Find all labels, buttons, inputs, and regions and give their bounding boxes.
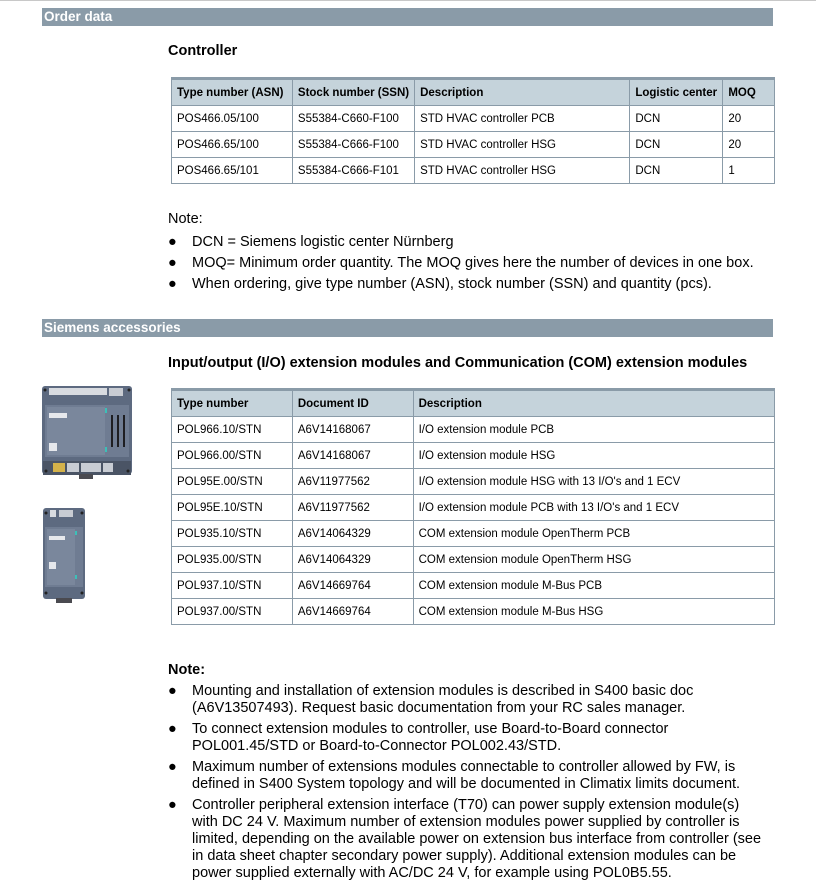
- cell-document-id: A6V14669764: [292, 599, 413, 625]
- cell-type-number: POL95E.10/STN: [172, 495, 293, 521]
- table-row: [172, 469, 775, 495]
- cell-description: COM extension module M-Bus HSG: [413, 599, 774, 625]
- cell-description: I/O extension module HSG with 13 I/O's and 1 ECV: [413, 469, 774, 495]
- column-header: Type number: [172, 390, 293, 417]
- top-divider: [0, 0, 816, 1]
- cell-logistic-center: DCN: [630, 158, 723, 184]
- list-item: [168, 797, 768, 882]
- table-row: [172, 547, 775, 573]
- controller-order-table: [171, 77, 775, 184]
- list-item: [168, 255, 778, 272]
- section-header-order-data: Order data: [42, 8, 773, 26]
- column-header: Type number (ASN): [172, 79, 293, 106]
- cell-stock-number: S55384-C660-F100: [292, 106, 414, 132]
- controller-notes-list: [168, 234, 778, 297]
- column-header: Stock number (SSN): [292, 79, 414, 106]
- bullet-icon: ●: [168, 255, 177, 271]
- table-row: [172, 443, 775, 469]
- list-item: [168, 276, 778, 293]
- table-row: [172, 599, 775, 625]
- column-header: Document ID: [292, 390, 413, 417]
- cell-type-number: POL937.10/STN: [172, 573, 293, 599]
- cell-logistic-center: DCN: [630, 106, 723, 132]
- table-row: [172, 132, 775, 158]
- cell-moq: 20: [723, 106, 775, 132]
- cell-type-number: POS466.65/101: [172, 158, 293, 184]
- cell-type-number: POS466.65/100: [172, 132, 293, 158]
- controller-heading: Controller: [168, 43, 238, 59]
- cell-description: COM extension module M-Bus PCB: [413, 573, 774, 599]
- cell-description: I/O extension module PCB with 13 I/O's and 1 ECV: [413, 495, 774, 521]
- cell-document-id: A6V14669764: [292, 573, 413, 599]
- table-row: [172, 495, 775, 521]
- table-row: [172, 106, 775, 132]
- table-row: [172, 158, 775, 184]
- section-header-accessories: Siemens accessories: [42, 319, 773, 337]
- list-item: [168, 234, 778, 251]
- extensions-heading: Input/output (I/O) extension modules and Communication (COM) extension modules: [168, 355, 748, 371]
- cell-type-number: POL966.00/STN: [172, 443, 293, 469]
- cell-document-id: A6V14064329: [292, 547, 413, 573]
- cell-moq: 20: [723, 132, 775, 158]
- cell-logistic-center: DCN: [630, 132, 723, 158]
- cell-description: COM extension module OpenTherm PCB: [413, 521, 774, 547]
- column-header: Logistic center: [630, 79, 723, 106]
- note-text: To connect extension modules to controller, use Board-to-Board connector POL001.45/STD or Board-to-Connector POL002.43/STD.: [192, 721, 669, 754]
- io-extension-module-image: [41, 385, 133, 485]
- note-text: DCN = Siemens logistic center Nürnberg: [192, 234, 454, 250]
- table-row: [172, 573, 775, 599]
- extensions-note-title: Note:: [168, 662, 206, 678]
- cell-type-number: POL966.10/STN: [172, 417, 293, 443]
- cell-document-id: A6V14168067: [292, 443, 413, 469]
- cell-type-number: POL935.00/STN: [172, 547, 293, 573]
- cell-description: COM extension module OpenTherm HSG: [413, 547, 774, 573]
- bullet-icon: ●: [168, 797, 177, 813]
- list-item: [168, 683, 768, 717]
- table-row: [172, 521, 775, 547]
- list-item: [168, 759, 768, 793]
- cell-description: I/O extension module HSG: [413, 443, 774, 469]
- extension-modules-table: [171, 388, 775, 625]
- bullet-icon: ●: [168, 683, 177, 699]
- list-item: [168, 721, 768, 755]
- extensions-notes-list: [168, 683, 768, 886]
- note-text: Mounting and installation of extension modules is described in S400 basic doc (A6V13507493). Request basic documentation from your RC sales manager.: [192, 683, 694, 716]
- cell-description: STD HVAC controller HSG: [415, 158, 630, 184]
- cell-stock-number: S55384-C666-F100: [292, 132, 414, 158]
- bullet-icon: ●: [168, 276, 177, 292]
- cell-document-id: A6V11977562: [292, 469, 413, 495]
- cell-type-number: POS466.05/100: [172, 106, 293, 132]
- cell-type-number: POL935.10/STN: [172, 521, 293, 547]
- bullet-icon: ●: [168, 759, 177, 775]
- table-header-row: [172, 79, 775, 106]
- note-text: When ordering, give type number (ASN), stock number (SSN) and quantity (pcs).: [192, 276, 712, 292]
- table-header-row: [172, 390, 775, 417]
- cell-description: I/O extension module PCB: [413, 417, 774, 443]
- cell-moq: 1: [723, 158, 775, 184]
- column-header: Description: [413, 390, 774, 417]
- column-header: Description: [415, 79, 630, 106]
- bullet-icon: ●: [168, 234, 177, 250]
- note-text: Maximum number of extensions modules connectable to controller allowed by FW, is defined in S400 System topology and will be documented in Climatix limits document.: [192, 759, 741, 792]
- cell-document-id: A6V11977562: [292, 495, 413, 521]
- table-row: [172, 417, 775, 443]
- com-extension-module-image: [42, 507, 86, 610]
- cell-type-number: POL937.00/STN: [172, 599, 293, 625]
- cell-document-id: A6V14064329: [292, 521, 413, 547]
- cell-description: STD HVAC controller HSG: [415, 132, 630, 158]
- note-text: MOQ= Minimum order quantity. The MOQ gives here the number of devices in one box.: [192, 255, 754, 271]
- column-header: MOQ: [723, 79, 775, 106]
- bullet-icon: ●: [168, 721, 177, 737]
- cell-type-number: POL95E.00/STN: [172, 469, 293, 495]
- cell-description: STD HVAC controller PCB: [415, 106, 630, 132]
- cell-stock-number: S55384-C666-F101: [292, 158, 414, 184]
- note-text: Controller peripheral extension interface (T70) can power supply extension module(s) with DC 24 V. Maximum number of extension modules power supplied by controller is limited, depending on the available power on extension bus interface from controller (see in data sheet chapter secondary power supply). Additional extension modules can be power supplied externally with AC/DC 24 V, for example using POL0B5.55.: [192, 797, 762, 881]
- controller-note-title: Note:: [168, 211, 203, 227]
- cell-document-id: A6V14168067: [292, 417, 413, 443]
